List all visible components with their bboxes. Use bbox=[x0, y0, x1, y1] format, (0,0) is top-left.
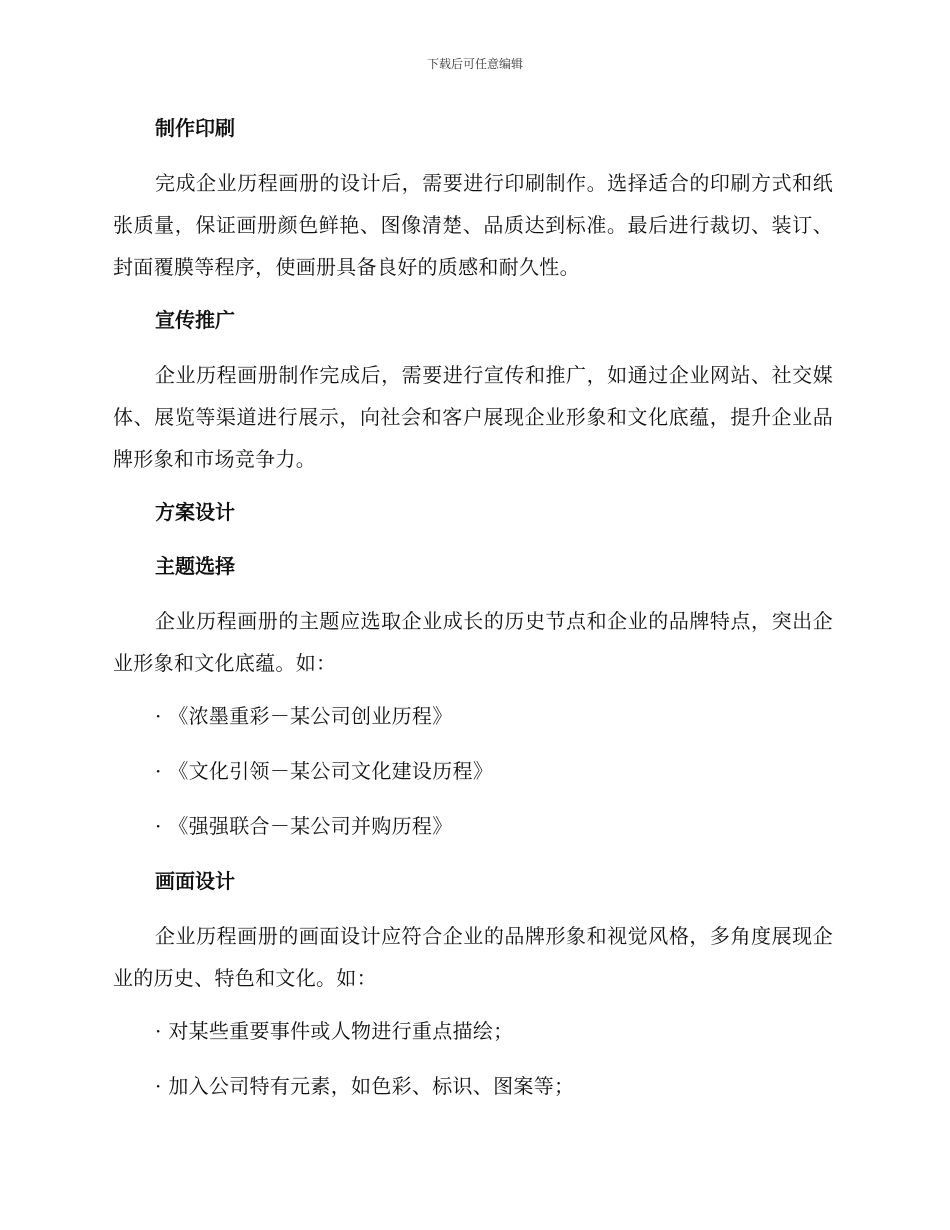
list-item: · 加入公司特有元素，如色彩、标识、图案等； bbox=[155, 1074, 575, 1098]
paragraph-theme: 企业历程画册的主题应选取企业成长的历史节点和企业的品牌特点，突出企业形象和文化底蕴。如： bbox=[113, 609, 833, 675]
list-item: · 《浓墨重彩－某公司创业历程》 bbox=[155, 704, 453, 728]
paragraph-promotion: 企业历程画册制作完成后，需要进行宣传和推广，如通过企业网站、社交媒体、展览等渠道进行展示，向社会和客户展现企业形象和文化底蕴，提升企业品牌形象和市场竞争力。 bbox=[113, 363, 833, 471]
list-item: · 《强强联合－某公司并购历程》 bbox=[155, 814, 453, 838]
list-item: · 《文化引领－某公司文化建设历程》 bbox=[155, 759, 494, 783]
document-body bbox=[113, 108, 833, 1121]
paragraph-visual-design: 企业历程画册的画面设计应符合企业的品牌形象和视觉风格，多角度展现企业的历史、特色和文化。如： bbox=[113, 924, 833, 990]
heading-theme-selection: 主题选择 bbox=[155, 554, 235, 578]
list-item: · 对某些重要事件或人物进行重点描绘； bbox=[155, 1019, 514, 1043]
page-header-note: 下载后可任意编辑 bbox=[426, 57, 523, 71]
heading-visual-design: 画面设计 bbox=[155, 869, 235, 893]
heading-print: 制作印刷 bbox=[155, 116, 235, 140]
heading-plan-design: 方案设计 bbox=[155, 500, 235, 524]
heading-promotion: 宣传推广 bbox=[155, 308, 235, 332]
paragraph-print: 完成企业历程画册的设计后，需要进行印刷制作。选择适合的印刷方式和纸张质量，保证画册颜色鲜艳、图像清楚、品质达到标准。最后进行裁切、装订、封面覆膜等程序，使画册具备良好的质感和耐久性。 bbox=[113, 171, 833, 279]
